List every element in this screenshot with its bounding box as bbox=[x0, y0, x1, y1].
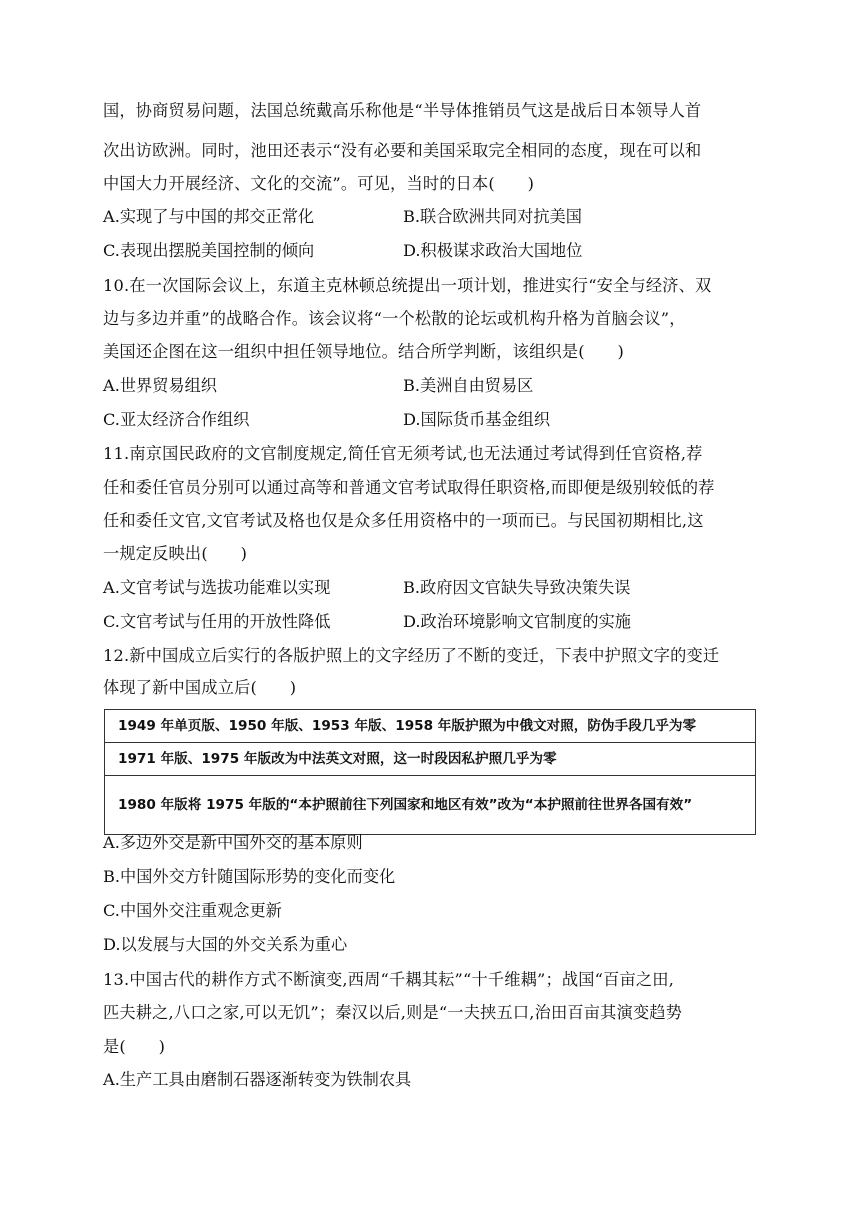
table-row bbox=[105, 710, 756, 743]
option-b: B.政府因文官缺失导致决策失误 bbox=[403, 578, 631, 597]
question-text-line: 体现了新中国成立后( ) bbox=[103, 678, 297, 697]
table-row bbox=[105, 776, 756, 835]
question-text-line: 中国大力开展经济、文化的交流”。可见，当时的日本( ) bbox=[103, 174, 535, 193]
table-cell: 1980 年版将 1975 年版的“本护照前往下列国家和地区有效”改为“本护照前往世界各国有效” bbox=[105, 776, 756, 835]
question-text-line: 国，协商贸易问题，法国总统戴高乐称他是“半导体推销员气这是战后日本领导人首 bbox=[103, 101, 702, 120]
question-text-line: 13.中国古代的耕作方式不断演变,西周“千耦其耘”“十千维耦”；战国“百亩之田, bbox=[103, 970, 675, 989]
question-text-line: 12.新中国成立后实行的各版护照上的文字经历了不断的变迁，下表中护照文字的变迁 bbox=[103, 646, 720, 665]
question-text-line: 10.在一次国际会议上，东道主克林顿总统提出一项计划，推进实行“安全与经济、双 bbox=[103, 276, 712, 295]
question-text-line: 美国还企图在这一组织中担任领导地位。结合所学判断，该组织是( ) bbox=[103, 342, 625, 361]
option-c: C.文官考试与任用的开放性降低 bbox=[103, 612, 331, 631]
question-text-line: 任和委任官员分别可以通过高等和普通文官考试取得任职资格,而即便是级别较低的荐 bbox=[103, 478, 715, 497]
question-text-line: 边与多边并重”的战略合作。该会议将“一个松散的论坛或机构升格为首脑会议”， bbox=[103, 309, 686, 328]
table-row bbox=[105, 743, 756, 776]
passport-text-table bbox=[104, 709, 756, 835]
option-d: D.国际货币基金组织 bbox=[403, 410, 551, 429]
question-text-line: 是( ) bbox=[103, 1037, 166, 1056]
option-d: D.积极谋求政治大国地位 bbox=[403, 241, 583, 260]
question-text-line: 任和委任文官,文官考试及格也仅是众多任用资格中的一项而已。与民国初期相比,这 bbox=[103, 511, 704, 530]
question-text-line: 11.南京国民政府的文官制度规定,简任官无须考试,也无法通过考试得到任官资格,荐 bbox=[103, 444, 703, 463]
option-a: A.多边外交是新中国外交的基本原则 bbox=[103, 833, 363, 852]
option-b: B.中国外交方针随国际形势的变化而变化 bbox=[103, 867, 396, 886]
question-text-line: 一规定反映出( ) bbox=[103, 544, 248, 563]
option-b: B.美洲自由贸易区 bbox=[403, 376, 534, 395]
table-cell: 1971 年版、1975 年版改为中法英文对照，这一时段因私护照几乎为零 bbox=[105, 743, 756, 776]
option-a: A.文官考试与选拔功能难以实现 bbox=[103, 578, 331, 597]
option-a: A.生产工具由磨制石器逐渐转变为铁制农具 bbox=[103, 1070, 412, 1089]
option-a: A.实现了与中国的邦交正常化 bbox=[103, 207, 315, 226]
option-d: D.以发展与大国的外交关系为重心 bbox=[103, 935, 348, 954]
question-text-line: 次出访欧洲。同时，池田还表示“没有必要和美国采取完全相同的态度，现在可以和 bbox=[103, 141, 702, 160]
option-c: C.表现出摆脱美国控制的倾向 bbox=[103, 241, 315, 260]
option-a: A.世界贸易组织 bbox=[103, 376, 217, 395]
table-cell: 1949 年单页版、1950 年版、1953 年版、1958 年版护照为中俄文对照，防伪手段几乎为零 bbox=[105, 710, 756, 743]
question-text-line: 匹夫耕之,八口之家,可以无饥”；秦汉以后,则是“一夫挟五口,治田百亩其演变趋势 bbox=[103, 1003, 683, 1022]
option-b: B.联合欧洲共同对抗美国 bbox=[403, 207, 582, 226]
option-c: C.中国外交注重观念更新 bbox=[103, 901, 282, 920]
option-d: D.政治环境影响文官制度的实施 bbox=[403, 612, 631, 631]
option-c: C.亚太经济合作组织 bbox=[103, 410, 250, 429]
